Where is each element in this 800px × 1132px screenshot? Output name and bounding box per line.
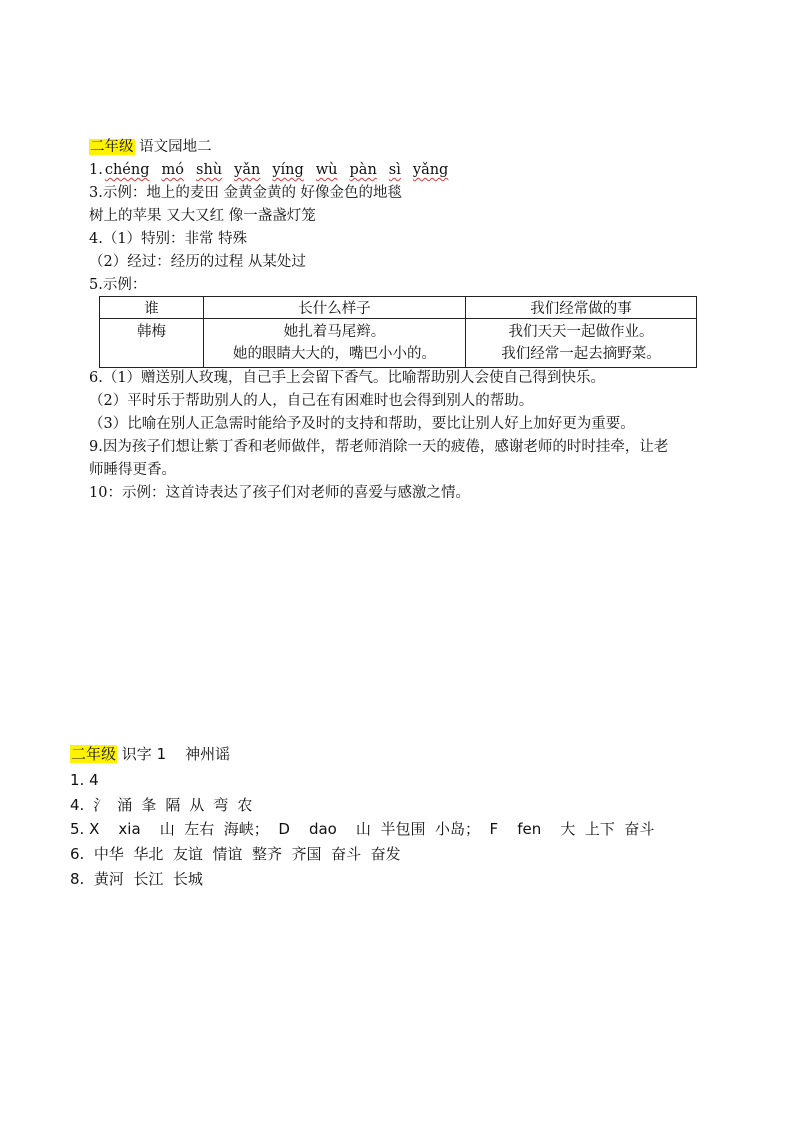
q9-line2: 师睡得更香。 <box>89 462 176 478</box>
pinyin-answer-line <box>89 160 460 180</box>
q3-line2: 树上的苹果 又大又红 像一盏盏灯笼 <box>89 208 316 224</box>
s2-q4 <box>70 794 261 816</box>
char-item: 涌 <box>117 796 133 814</box>
q10: 10：示例：这首诗表达了孩子们对老师的喜爱与感激之情。 <box>89 485 470 501</box>
pinyin-prefix: 1. <box>89 162 103 178</box>
table-header-look: 长什么样子 <box>204 297 466 319</box>
section1-title: 语文园地二 <box>139 139 212 155</box>
s2-q1: 1. 4 <box>70 771 99 789</box>
example-table <box>99 296 697 368</box>
char-item: 夆 <box>141 796 157 814</box>
table-header-do: 我们经常做的事 <box>466 297 697 319</box>
table-cell-who: 韩梅 <box>100 319 204 368</box>
q4-line2: （2）经过：经历的过程 从某处过 <box>89 254 306 270</box>
pinyin-word: yǎng <box>412 162 449 178</box>
q4-line1: 4.（1）特别：非常 特殊 <box>89 231 248 247</box>
pinyin-word: pàn <box>349 162 377 178</box>
q5-label: 5.示例： <box>89 277 147 293</box>
pinyin-word: yǎn <box>234 162 261 178</box>
pinyin-word: wù <box>315 162 338 178</box>
char-item: 从 <box>189 796 205 814</box>
s2-q8: 8. 黄河 长江 长城 <box>70 870 203 888</box>
table-header-row <box>100 297 697 319</box>
s2-q5: 5. X xia 山 左右 海峡； D dao 山 半包围 小岛； F fen 大 上下 奋斗 <box>70 820 655 838</box>
do-line: 我们经常一起去摘野菜。 <box>501 346 661 362</box>
q3-line1: 3.示例：地上的麦田 金黄金黄的 好像金色的地毯 <box>89 185 403 201</box>
char-item: 氵 <box>93 796 109 814</box>
pinyin-word: shù <box>196 162 223 178</box>
grade-highlight: 二年级 <box>90 139 134 155</box>
table-row <box>100 319 697 368</box>
look-line: 她扎着马尾辫。 <box>283 324 386 340</box>
look-line: 她的眼睛大大的，嘴巴小小的。 <box>233 346 436 362</box>
q6-1: 6.（1）赠送别人玫瑰，自己手上会留下香气。比喻帮助别人会使自己得到快乐。 <box>89 370 606 386</box>
table-cell-look <box>204 319 466 368</box>
do-line: 我们天天一起做作业。 <box>508 324 654 340</box>
char-item: 弯 <box>213 796 229 814</box>
pinyin-word: chéng <box>104 162 150 178</box>
section2-title: 识字 1 神州谣 <box>121 745 231 763</box>
char-item: 隔 <box>165 796 181 814</box>
pinyin-word: mó <box>161 162 184 178</box>
q9-line1: 9.因为孩子们想让紫丁香和老师做伴，帮老师消除一天的疲倦，感谢老师的时时挂牵，让老 <box>89 439 669 455</box>
char-item: 农 <box>237 796 253 814</box>
q6-3: （3）比喻在别人正急需时能给予及时的支持和帮助，要比让别人好上加好更为重要。 <box>89 416 635 432</box>
pinyin-word: yíng <box>272 162 304 178</box>
table-header-who: 谁 <box>100 297 204 319</box>
pinyin-word: sì <box>388 162 401 178</box>
s2-q4-prefix: 4. <box>70 796 85 814</box>
s2-q6: 6. 中华 华北 友谊 情谊 整齐 齐国 奋斗 奋发 <box>70 845 401 863</box>
section1-heading <box>89 137 212 157</box>
q6-2: （2）平时乐于帮助别人的人，自己在有困难时也会得到别人的帮助。 <box>89 393 534 409</box>
table-cell-do <box>466 319 697 368</box>
section2-heading <box>70 743 230 765</box>
grade-highlight: 二年级 <box>71 745 117 763</box>
